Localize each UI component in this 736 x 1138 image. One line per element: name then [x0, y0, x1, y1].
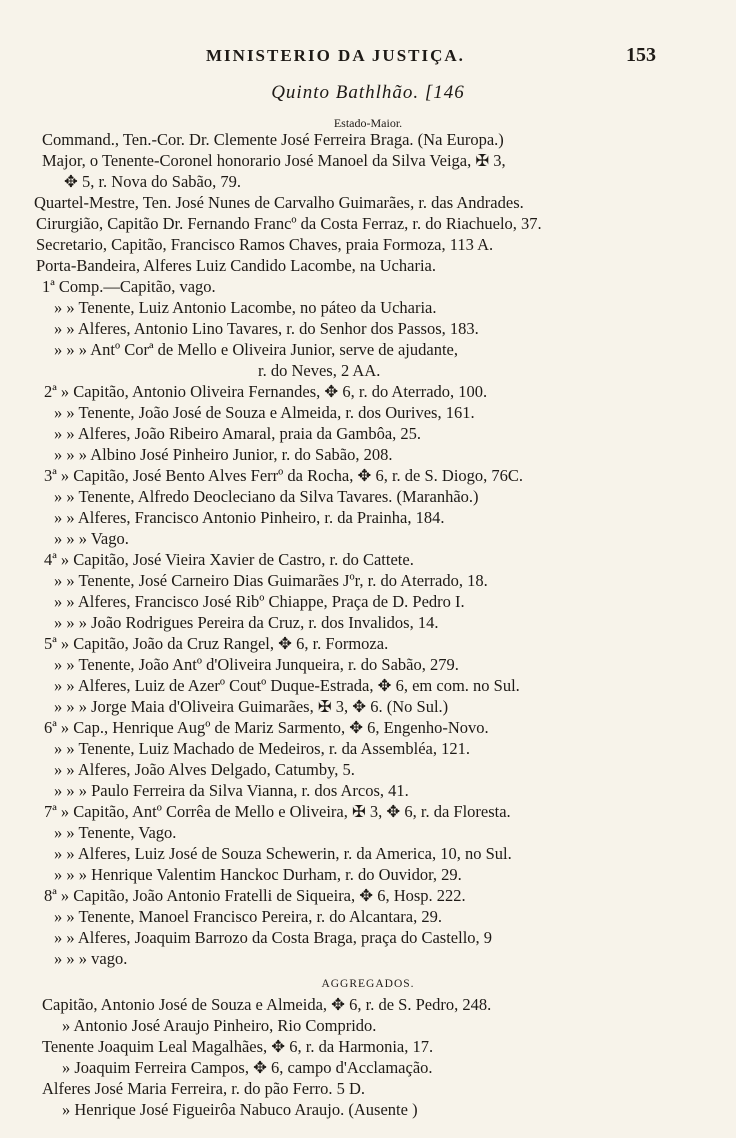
roster-line: Porta-Bandeira, Alferes Luiz Candido Lacombe, na Ucharia. — [36, 256, 436, 275]
roster-line: 5ª » Capitão, João da Cruz Rangel, ✥ 6, r. Formoza. — [44, 634, 389, 653]
roster-line: » » Alferes, Luiz José de Souza Schewerin, r. da America, 10, no Sul. — [54, 844, 512, 863]
roster-line: » » » Vago. — [54, 529, 129, 548]
roster-line: ✥ 5, r. Nova do Sabão, 79. — [64, 172, 241, 191]
roster-line: » » » Jorge Maia d'Oliveira Guimarães, ✠ 3, ✥ 6. (No Sul.) — [54, 697, 449, 716]
roster-line: 4ª » Capitão, José Vieira Xavier de Castro, r. do Cattete. — [44, 550, 414, 569]
roster-line: » » Tenente, José Carneiro Dias Guimarães Jºr, r. do Aterrado, 18. — [54, 571, 488, 590]
aggregado-line: » Henrique José Figueirôa Nabuco Araujo. (Ausente ) — [62, 1100, 418, 1119]
aggregado-line: » Joaquim Ferreira Campos, ✥ 6, campo d'Acclamação. — [62, 1058, 433, 1077]
roster-line: Command., Ten.-Cor. Dr. Clemente José Ferreira Braga. (Na Europa.) — [42, 130, 504, 149]
company-heading: 1ª Comp.—Capitão, vago. — [42, 277, 216, 296]
aggregado-line: Alferes José Maria Ferreira, r. do pão Ferro. 5 D. — [42, 1079, 366, 1098]
roster-line: 7ª » Capitão, Antº Corrêa de Mello e Oliveira, ✠ 3, ✥ 6, r. da Floresta. — [44, 802, 511, 821]
roster-line: » » Alferes, Francisco Antonio Pinheiro, r. da Prainha, 184. — [54, 508, 445, 527]
roster-line: » » Tenente, João José de Souza e Almeida, r. dos Ourives, 161. — [54, 403, 475, 422]
roster-line: » » Alferes, Francisco José Ribº Chiappe, Praça de D. Pedro I. — [54, 592, 465, 611]
roster-line: 3ª » Capitão, José Bento Alves Ferrº da Rocha, ✥ 6, r. de S. Diogo, 76C. — [44, 466, 524, 485]
roster-line: » » Tenente, Manoel Francisco Pereira, r. do Alcantara, 29. — [54, 907, 442, 926]
roster-line: » » Tenente, Luiz Antonio Lacombe, no páteo da Ucharia. — [54, 298, 437, 317]
roster-line: » » » vago. — [54, 949, 128, 968]
roster-line: 2ª » Capitão, Antonio Oliveira Fernandes, ✥ 6, r. do Aterrado, 100. — [44, 382, 488, 401]
aggregado-line: Capitão, Antonio José de Souza e Almeida, ✥ 6, r. de S. Pedro, 248. — [42, 995, 492, 1014]
roster-line: » » » Albino José Pinheiro Junior, r. do Sabão, 208. — [54, 445, 393, 464]
roster-line: » » Tenente, Vago. — [54, 823, 177, 842]
roster-line: » » Alferes, Joaquim Barrozo da Costa Braga, praça do Castello, 9 — [54, 928, 493, 947]
aggregado-line: » Antonio José Araujo Pinheiro, Rio Comprido. — [62, 1016, 377, 1035]
roster-line: » » Alferes, Luiz de Azerº Coutº Duque-Estrada, ✥ 6, em com. no Sul. — [54, 676, 520, 695]
roster-line: Quartel-Mestre, Ten. José Nunes de Carvalho Guimarães, r. das Andrades. — [34, 193, 524, 212]
roster-line: » » Tenente, João Antº d'Oliveira Junqueira, r. do Sabão, 279. — [54, 655, 459, 674]
roster-line: » » » João Rodrigues Pereira da Cruz, r. dos Invalidos, 14. — [54, 613, 439, 632]
section-subhead: Estado-Maior. — [333, 116, 403, 130]
page-number: 153 — [626, 44, 656, 66]
roster-line: r. do Neves, 2 AA. — [258, 361, 381, 380]
roster-line: » » Alferes, Antonio Lino Tavares, r. do Senhor dos Passos, 183. — [54, 319, 479, 338]
aggregado-line: Tenente Joaquim Leal Magalhães, ✥ 6, r. da Harmonia, 17. — [42, 1037, 434, 1056]
roster-line: 8ª » Capitão, João Antonio Fratelli de Siqueira, ✥ 6, Hosp. 222. — [44, 886, 466, 905]
roster-line: Secretario, Capitão, Francisco Ramos Chaves, praia Formoza, 113 A. — [36, 235, 494, 254]
roster-line: » » » Henrique Valentim Hanckoc Durham, r. do Ouvidor, 29. — [54, 865, 462, 884]
roster-line: 6ª » Cap., Henrique Augº de Mariz Sarmento, ✥ 6, Engenho-Novo. — [44, 718, 489, 737]
roster-line: » » Tenente, Luiz Machado de Medeiros, r. da Assembléa, 121. — [54, 739, 470, 758]
roster-line: Major, o Tenente-Coronel honorario José Manoel da Silva Veiga, ✠ 3, — [42, 151, 506, 170]
roster-line: » » » Antº Corª de Mello e Oliveira Junior, serve de ajudante, — [54, 340, 458, 359]
roster-line: » » Alferes, João Ribeiro Amaral, praia da Gambôa, 25. — [54, 424, 422, 443]
aggregados-heading: AGGREGADOS. — [321, 978, 415, 990]
running-title: MINISTERIO DA JUSTIÇA. — [206, 46, 465, 65]
roster-line: » » » Paulo Ferreira da Silva Vianna, r. dos Arcos, 41. — [54, 781, 409, 800]
page-header — [0, 44, 736, 74]
roster-line: Cirurgião, Capitão Dr. Fernando Francº da Costa Ferraz, r. do Riachuelo, 37. — [36, 214, 542, 233]
section-title: Quinto Bathlhão. [146 — [271, 82, 465, 103]
roster-line: » » Tenente, Alfredo Deocleciano da Silva Tavares. (Maranhão.) — [54, 487, 479, 506]
roster-line: » » Alferes, João Alves Delgado, Catumby, 5. — [54, 760, 355, 779]
